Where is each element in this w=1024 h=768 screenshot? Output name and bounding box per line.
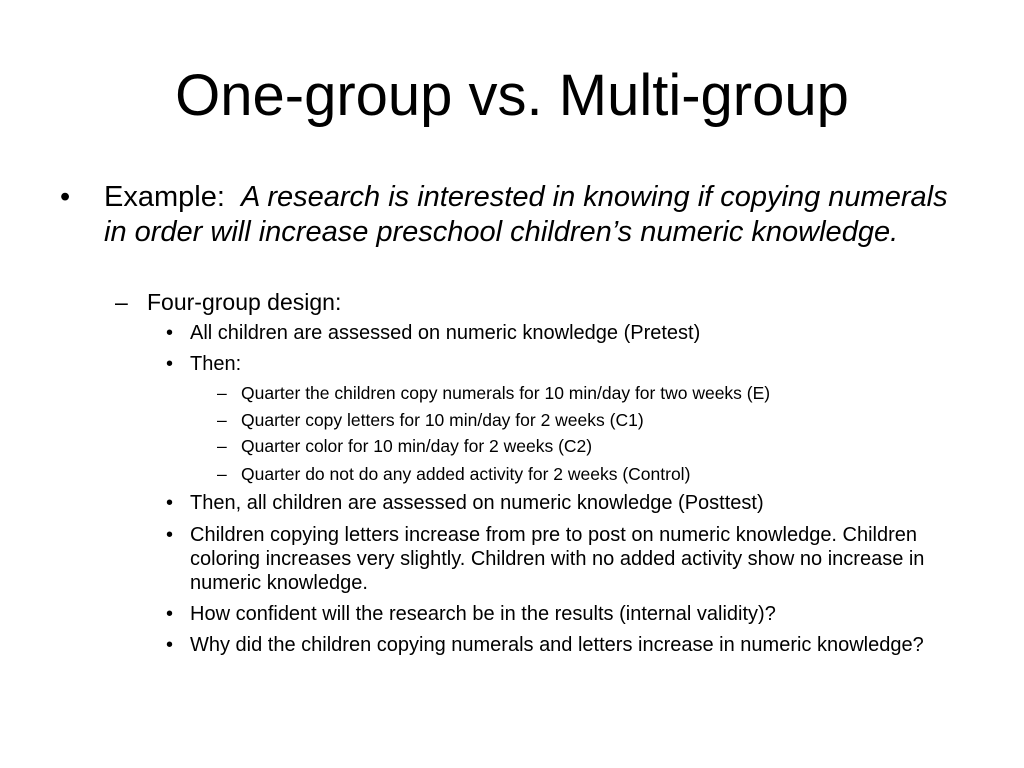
dash-marker: – [217,436,227,456]
dash-marker: – [217,383,227,403]
result-item-validity [166,602,958,626]
group-item-e [217,382,770,404]
group-item-control [217,463,690,485]
example-bullet [60,180,964,250]
example-lead: Example: [104,181,225,213]
point-item-pretest [166,321,958,345]
point-item-then [166,352,958,376]
result-text: Children copying letters increase from pre to post on numeric knowledge. Children coloring increases very slightly. Children with no added activity show no increase in numeric knowledge. [190,524,925,594]
group-text: Quarter copy letters for 10 min/day for 2 weeks (C1) [241,410,644,430]
bullet-marker: • [166,322,174,344]
design-subbullet [115,288,341,316]
bullet-marker: • [166,524,174,546]
result-text: How confident will the research be in the results (internal validity)? [190,603,776,625]
result-item-findings [166,523,958,595]
bullet-marker: • [166,603,174,625]
result-text: Why did the children copying numerals and letters increase in numeric knowledge? [190,634,924,656]
result-text: Then, all children are assessed on numeric knowledge (Posttest) [190,492,764,514]
dash-marker: – [217,464,227,484]
bullet-marker: • [166,492,174,514]
bullet-marker: • [166,634,174,656]
slide-title: One-group vs. Multi-group [175,63,849,128]
result-item-posttest [166,491,958,515]
dash-marker: – [115,289,128,315]
group-item-c1 [217,409,644,431]
point-text: Then: [190,353,242,375]
point-text: All children are assessed on numeric knowledge (Pretest) [190,322,701,344]
group-text: Quarter the children copy numerals for 10 min/day for two weeks (E) [241,383,771,403]
dash-marker: – [217,410,227,430]
group-item-c2 [217,435,592,457]
example-description: A research is interested in knowing if copying numerals in order will increase preschool children’s numeric knowledge. [104,181,948,248]
bullet-marker: • [60,181,71,213]
design-text: Four-group design: [147,289,342,315]
group-text: Quarter color for 10 min/day for 2 weeks (C2) [241,436,593,456]
example-text [104,180,964,250]
bullet-marker: • [166,353,174,375]
group-text: Quarter do not do any added activity for 2 weeks (Control) [241,464,691,484]
result-item-question [166,633,958,657]
